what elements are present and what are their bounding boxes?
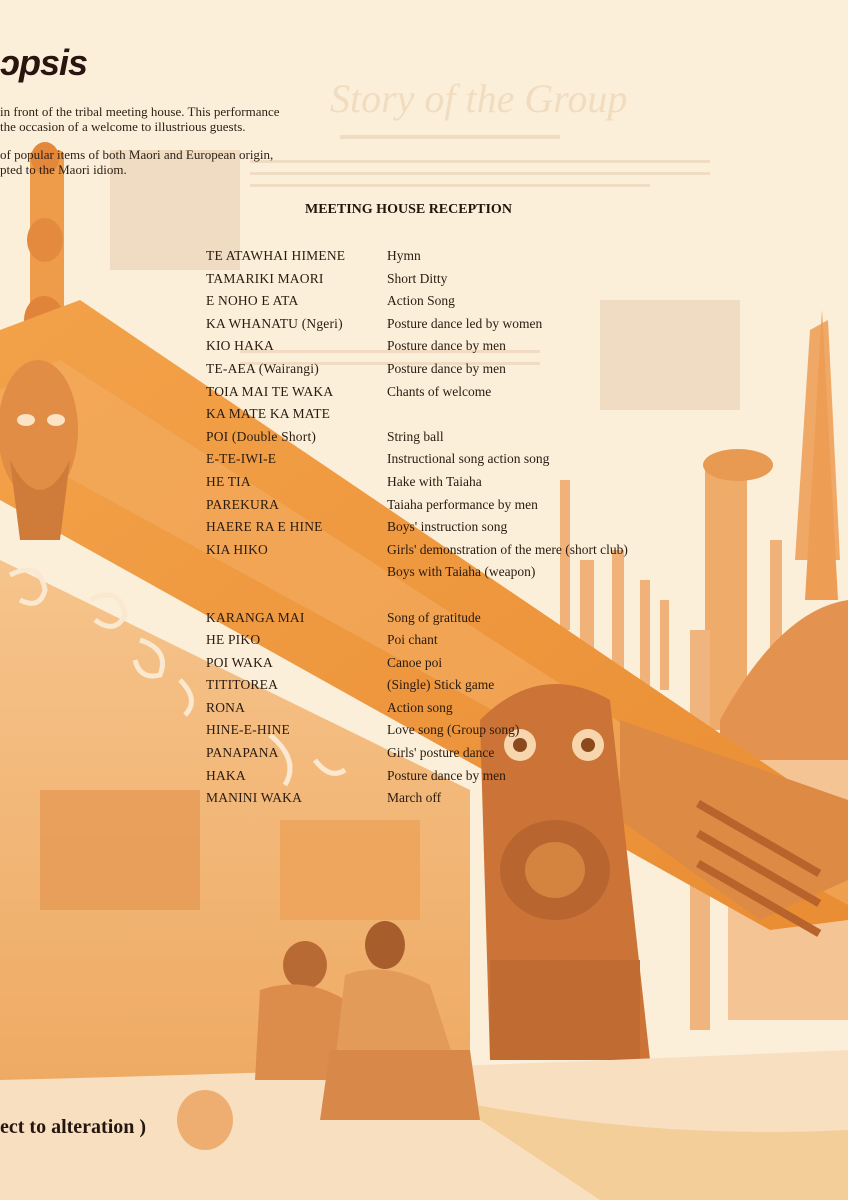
- programme-row: [206, 316, 726, 339]
- item-name: TOIA MAI TE WAKA: [206, 383, 334, 399]
- programme-row: [206, 655, 726, 678]
- item-description: Posture dance by men: [387, 767, 506, 783]
- item-description: Short Ditty: [387, 270, 448, 286]
- intro-line: in front of the tribal meeting house. This performance: [0, 104, 280, 119]
- item-description: Posture dance by men: [387, 360, 506, 376]
- programme-row: [206, 361, 726, 384]
- programme-row: [206, 519, 726, 542]
- item-name: E-TE-IWI-E: [206, 451, 277, 467]
- intro-line: of popular items of both Maori and European origin,: [0, 147, 274, 162]
- item-name: HAERE RA E HINE: [206, 519, 323, 535]
- item-name: KARANGA MAI: [206, 609, 305, 625]
- item-name: POI WAKA: [206, 654, 273, 670]
- programme-row: [206, 429, 726, 452]
- programme-row: [206, 497, 726, 520]
- programme-row: [206, 790, 726, 813]
- intro-line: pted to the Maori idiom.: [0, 162, 127, 177]
- watermark-title: Story of the Group: [330, 76, 628, 121]
- section-title: MEETING HOUSE RECEPTION: [305, 202, 512, 217]
- item-description: Song of gratitude: [387, 609, 481, 625]
- item-description: Poi chant: [387, 632, 438, 648]
- programme-group-b: [206, 610, 726, 813]
- intro-paragraph-2: [0, 147, 360, 177]
- programme-row: [206, 406, 726, 429]
- programme-row: [206, 338, 726, 361]
- item-name: KIA HIKO: [206, 541, 268, 557]
- item-description: Posture dance by men: [387, 338, 506, 354]
- item-description: March off: [387, 790, 442, 806]
- item-name: RONA: [206, 699, 246, 715]
- item-description: Action song: [387, 699, 453, 715]
- programme-row: [206, 293, 726, 316]
- intro-line: the occasion of a welcome to illustrious guests.: [0, 119, 246, 134]
- programme-row: [206, 722, 726, 745]
- item-description: Instructional song action song: [387, 451, 550, 467]
- item-description: Hake with Taiaha: [387, 473, 482, 489]
- item-name: KA WHANATU (Ngeri): [206, 315, 343, 331]
- item-name: HE PIKO: [206, 632, 261, 648]
- programme-row: [206, 768, 726, 791]
- item-description: Hymn: [387, 248, 421, 263]
- item-name: TAMARIKI MAORI: [206, 270, 324, 286]
- programme-row: [206, 271, 726, 294]
- programme-row: [206, 248, 726, 271]
- item-name: HINE-E-HINE: [206, 722, 290, 738]
- item-name: E NOHO E ATA: [206, 293, 299, 309]
- item-description: Girls' posture dance: [387, 745, 495, 761]
- item-name: TE ATAWHAI HIMENE: [206, 248, 346, 263]
- programme-row: [206, 610, 726, 633]
- programme-group-a: [206, 248, 726, 587]
- item-description: Boys' instruction song: [387, 519, 508, 535]
- item-description: Posture dance led by women: [387, 315, 543, 331]
- item-name: TITITOREA: [206, 677, 279, 693]
- item-name: KA MATE KA MATE: [206, 406, 331, 422]
- programme-list: [206, 248, 726, 813]
- item-name: HAKA: [206, 767, 246, 783]
- item-name: POI (Double Short): [206, 428, 317, 444]
- item-description: String ball: [387, 428, 444, 444]
- item-description: Love song (Group song): [387, 722, 520, 738]
- item-name: PANAPANA: [206, 745, 279, 761]
- item-description: Action Song: [387, 293, 455, 309]
- footnote: ect to alteration ): [0, 1116, 147, 1138]
- gourd: [177, 1090, 233, 1150]
- programme-row: [206, 451, 726, 474]
- item-description: Canoe poi: [387, 654, 443, 670]
- item-name: TE-AEA (Wairangi): [206, 360, 319, 376]
- item-description: Chants of welcome: [387, 383, 492, 399]
- item-description: Girls' demonstration of the mere (short club): [387, 541, 628, 557]
- programme-row: [206, 564, 726, 587]
- intro-paragraph-1: [0, 104, 360, 134]
- programme-row: [206, 542, 726, 565]
- item-description: Taiaha performance by men: [387, 496, 538, 512]
- programme-row: [206, 700, 726, 723]
- item-name: PAREKURA: [206, 496, 280, 512]
- group-spacer: [206, 587, 726, 610]
- programme-row: [206, 677, 726, 700]
- page-heading: ɔpsis: [0, 42, 88, 83]
- programme-row: [206, 384, 726, 407]
- programme-row: [206, 745, 726, 768]
- programme-row: [206, 474, 726, 497]
- item-name: KIO HAKA: [206, 338, 274, 354]
- item-description: Boys with Taiaha (weapon): [387, 564, 536, 580]
- programme-row: [206, 632, 726, 655]
- item-description: (Single) Stick game: [387, 677, 495, 693]
- item-name: HE TIA: [206, 473, 251, 489]
- item-name: MANINI WAKA: [206, 790, 303, 806]
